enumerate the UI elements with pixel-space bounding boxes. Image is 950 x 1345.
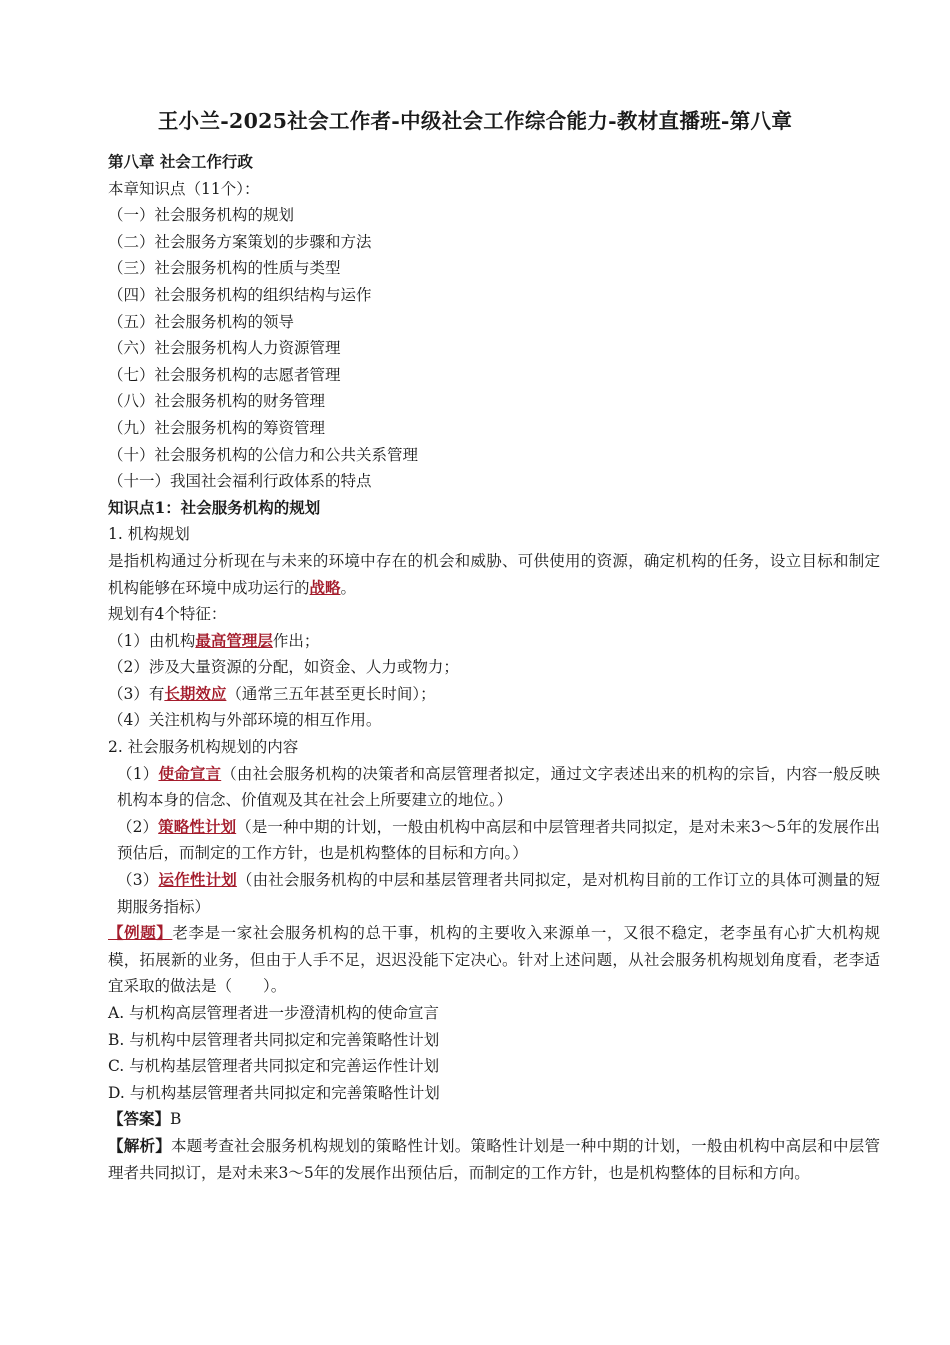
document-body bbox=[72, 149, 880, 1186]
option-d: D. 与机构基层管理者共同拟定和完善策略性计划 bbox=[108, 1083, 440, 1102]
feature-item: （4）关注机构与外部环境的相互作用。 bbox=[108, 711, 382, 730]
answer-value: B bbox=[170, 1110, 182, 1129]
item-text: （由社会服务机构的中层和基层管理者共同拟定，是对机构目前的工作订立的具体可测量的短期服务指标） bbox=[117, 871, 880, 916]
feature-text: （3）有 bbox=[108, 684, 165, 703]
example-tag: 【例题】 bbox=[108, 923, 173, 943]
keyword-strategic-plan: 策略性计划 bbox=[158, 816, 237, 836]
example-question bbox=[72, 920, 880, 1000]
item-number: （3） bbox=[117, 871, 159, 890]
feature-text: （1）由机构 bbox=[108, 631, 196, 650]
analysis-paragraph bbox=[72, 1133, 880, 1186]
list-item: （十一）我国社会福利行政体系的特点 bbox=[108, 472, 372, 491]
list-item: （五）社会服务机构的领导 bbox=[108, 312, 295, 331]
list-item: （七）社会服务机构的志愿者管理 bbox=[108, 365, 341, 384]
section-1-heading: 1. 机构规划 bbox=[108, 525, 190, 544]
content-item-3 bbox=[72, 867, 880, 920]
feature-item: （2）涉及大量资源的分配，如资金、人力或物力； bbox=[108, 658, 459, 677]
definition-paragraph bbox=[72, 548, 880, 601]
keyword-strategy: 战略 bbox=[309, 577, 341, 597]
definition-end: 。 bbox=[340, 578, 357, 597]
content-item-2 bbox=[72, 814, 880, 867]
document-title: 王小兰-2025社会工作者-中级社会工作综合能力-教材直播班-第八章 bbox=[157, 109, 793, 133]
keyword-top-management: 最高管理层 bbox=[195, 630, 273, 650]
features-intro: 规划有4个特征： bbox=[108, 605, 227, 624]
section-2-heading: 2. 社会服务机构规划的内容 bbox=[108, 738, 299, 757]
feature-text: 作出； bbox=[272, 631, 320, 650]
keyword-operational-plan: 运作性计划 bbox=[158, 870, 237, 890]
feature-item bbox=[72, 681, 880, 708]
knowledge-point-1-heading: 知识点1：社会服务机构的规划 bbox=[108, 497, 321, 517]
list-item: （十）社会服务机构的公信力和公共关系管理 bbox=[108, 445, 419, 464]
question-text: 老李是一家社会服务机构的总干事，机构的主要收入来源单一，又很不稳定，老李虽有心扩大机构规模，拓展新的业务，但由于人手不足，迟迟没能下定决心。针对上述问题，从社会服务机构规划角度看，老李适宜采取的做法是（ ）。 bbox=[108, 924, 880, 996]
chapter-heading: 第八章 社会工作行政 bbox=[108, 152, 253, 171]
answer-line bbox=[72, 1106, 880, 1133]
keyword-long-term-effect: 长期效应 bbox=[164, 683, 227, 703]
definition-text: 是指机构通过分析现在与未来的环境中存在的机会和威胁、可供使用的资源，确定机构的任务，设立目标和制定机构能够在环境中成功运行的 bbox=[108, 551, 880, 597]
feature-item bbox=[72, 628, 880, 655]
knowledge-point-list bbox=[72, 202, 880, 495]
option-a: A. 与机构高层管理者进一步澄清机构的使命宣言 bbox=[108, 1004, 440, 1022]
item-text: （是一种中期的计划，一般由机构中高层和中层管理者共同拟定，是对未来3～5年的发展作出预估后，而制定的工作方针，也是机构整体的目标和方向。） bbox=[117, 817, 880, 863]
feature-text: （通常三五年甚至更长时间）； bbox=[226, 684, 436, 703]
item-text: （由社会服务机构的决策者和高层管理者拟定，通过文字表述出来的机构的宗旨，内容一般反映机构本身的信念、价值观及其在社会上所要建立的地位。） bbox=[117, 764, 880, 810]
knowledge-count: 本章知识点（11个）： bbox=[108, 179, 260, 198]
option-c: C. 与机构基层管理者共同拟定和完善运作性计划 bbox=[108, 1057, 440, 1076]
list-item: （八）社会服务机构的财务管理 bbox=[108, 392, 326, 411]
option-b: B. 与机构中层管理者共同拟定和完善策略性计划 bbox=[108, 1030, 440, 1049]
list-item: （二）社会服务方案策划的步骤和方法 bbox=[108, 232, 372, 251]
list-item: （一）社会服务机构的规划 bbox=[108, 206, 295, 225]
content-item-1 bbox=[72, 761, 880, 814]
answer-label: 【答案】 bbox=[108, 1109, 171, 1129]
analysis-label: 【解析】 bbox=[108, 1135, 172, 1155]
list-item: （三）社会服务机构的性质与类型 bbox=[108, 259, 341, 278]
keyword-mission-statement: 使命宣言 bbox=[158, 763, 222, 783]
list-item: （六）社会服务机构人力资源管理 bbox=[108, 339, 341, 358]
analysis-text: 本题考查社会服务机构规划的策略性计划。策略性计划是一种中期的计划，一般由机构中高层和中层管理者共同拟订，是对未来3～5年的发展作出预估后，而制定的工作方针，也是机构整体的目标和方向。 bbox=[108, 1136, 880, 1182]
item-number: （1） bbox=[117, 764, 159, 783]
list-item: （四）社会服务机构的组织结构与运作 bbox=[108, 285, 372, 304]
item-number: （2） bbox=[117, 817, 159, 836]
list-item: （九）社会服务机构的筹资管理 bbox=[108, 418, 326, 437]
